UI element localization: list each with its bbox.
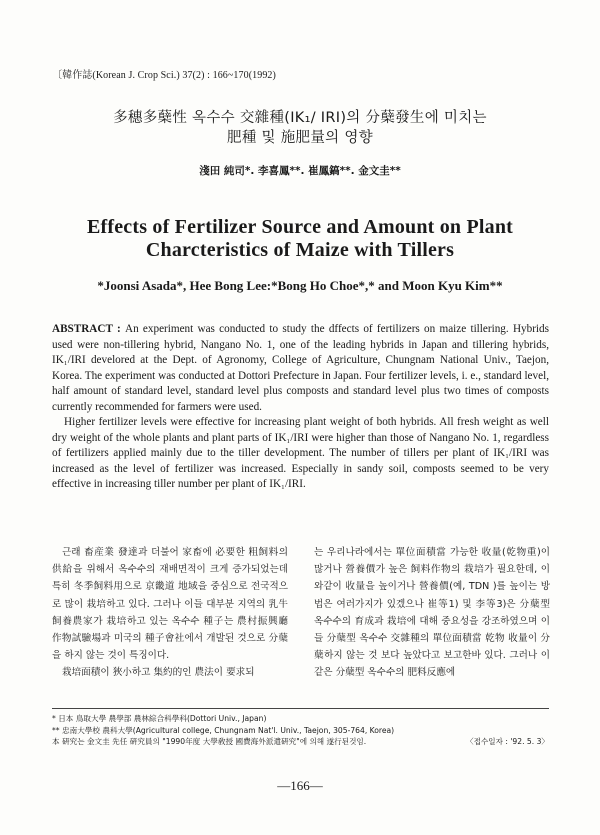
footnote-funding-row bbox=[52, 736, 549, 748]
footnote-affiliation-1: * 日本 鳥取大學 農學部 農林綜合科學科(Dottori Univ., Japan) bbox=[52, 714, 267, 723]
footnotes bbox=[52, 713, 549, 748]
body-left-paragraph-1: 근래 畜産業 發達과 더불어 家畜에 必要한 粗飼料의 供給을 위해서 옥수수의 재배면적이 크게 증가되었는데 특히 冬季飼料用으로 京畿道 地域을 중심으로 전국적으로 많이 栽培하고 있다. 그러나 이들 대부분 지역의 乳牛 飼養農家가 栽培하고 있는 옥수수 種子는 農村振興廳 作物試驗場과 미국의 種子會社에서 개발된 것으로 分蘖을 하지 않는 것이 특징이다. bbox=[52, 547, 288, 662]
footnote-divider bbox=[52, 708, 549, 709]
english-title-line-1: Effects of Fertilizer Source and Amount on Plant bbox=[86, 216, 514, 238]
korean-title-line-1: 多穗多蘖性 옥수수 交雜種(IK₁/ IRI)의 分蘖發生에 미치는 bbox=[113, 110, 487, 126]
footnote-funding: 本 硏究는 金文圭 先任 硏究員의 "1990年度 大學敎授 國費海外派遣硏究"에 의해 遂行된것임. bbox=[52, 737, 367, 746]
korean-title-line-2: 肥種 및 施肥量의 영향 bbox=[227, 130, 373, 146]
abstract-paragraph-1 bbox=[52, 322, 549, 415]
body-left-paragraph-2: 栽培面積이 狹小하고 集約的인 農法이 要求되 bbox=[62, 667, 255, 679]
english-title-line-2: Charcteristics of Maize with Tillers bbox=[145, 239, 455, 261]
body-column-right bbox=[314, 544, 550, 682]
journal-reference: 〔韓作誌(Korean J. Crop Sci.) 37(2) : 166~170(1992) bbox=[52, 70, 276, 81]
body-column-left bbox=[52, 544, 288, 682]
page-number: —166— bbox=[277, 778, 323, 793]
abstract-paragraph-2: Higher fertilizer levels were effective for increasing plant weight of both hybrids. All fresh weight as well dry weight of the whole plants and plant parts of IK₁/IRI were higher than those of Nangano No. 1, regardless of fertilizers applied mainly due to the tiller development. The number of tillers per plant of IK₁/IRI was increased as the level of fertilizer was increased. Especially in sandy soil, composts seemed to be very effective in increasing tiller number per plant of IK₁/IRI. bbox=[52, 416, 549, 490]
english-authors: *Joonsi Asada*, Hee Bong Lee:*Bong Ho Choe*,* and Moon Kyu Kim** bbox=[97, 278, 503, 293]
footnote-affiliation-2: ** 忠南大學校 農科大學(Agricultural college, Chungnam Nat'l. Univ., Taejon, 305-764, Korea) bbox=[52, 725, 395, 735]
abstract-text-1: An experiment was conducted to study the dffects of fertilizers on maize tillering. Hybrids used were non-tillering hybrid, Nangano No. 1, one of the leading hybrids in Japan and tillering hybrids, IK₁/IRI develored at the Dept. of Agronomy, College of Agriculture, Chungnam National Univ., Taejon, Korea. The experiment was conducted at Dottori Prefecture in Japan. Four fertilizer levels, i. e., standard level, half amount of standard level, standard level plus composts and standard level plus two times of composts currently recommended for farmers were used. bbox=[52, 323, 549, 413]
body-right-paragraph-1: 는 우리나라에서는 單位面積當 가능한 收量(乾物重)이 많거나 營養價가 높은 飼料作物의 栽培가 필요한데, 이와같이 收量을 높이거나 營養價(예, TDN )를 높이는 방법은 여러가지가 있겠으나 崔等1) 및 李等3)은 分蘖型 옥수수의 育成과 栽培에 대해 중요성을 강조하였으며 이들 分蘖型 옥수수 交雜種의 單位面積當 乾物 收量이 分蘖하지 않는 것 보다 높았다고 보고한바 있다. 그러나 이같은 分蘖型 옥수수의 肥料反應에 bbox=[314, 547, 550, 679]
abstract-label: ABSTRACT : bbox=[52, 323, 125, 335]
korean-authors: 淺田 純司*. 李喜鳳**. 崔鳳鎬**. 金文圭** bbox=[199, 165, 401, 177]
received-date: 〈접수일자 : '92. 5. 3〉 bbox=[466, 737, 549, 746]
abstract bbox=[52, 322, 549, 493]
